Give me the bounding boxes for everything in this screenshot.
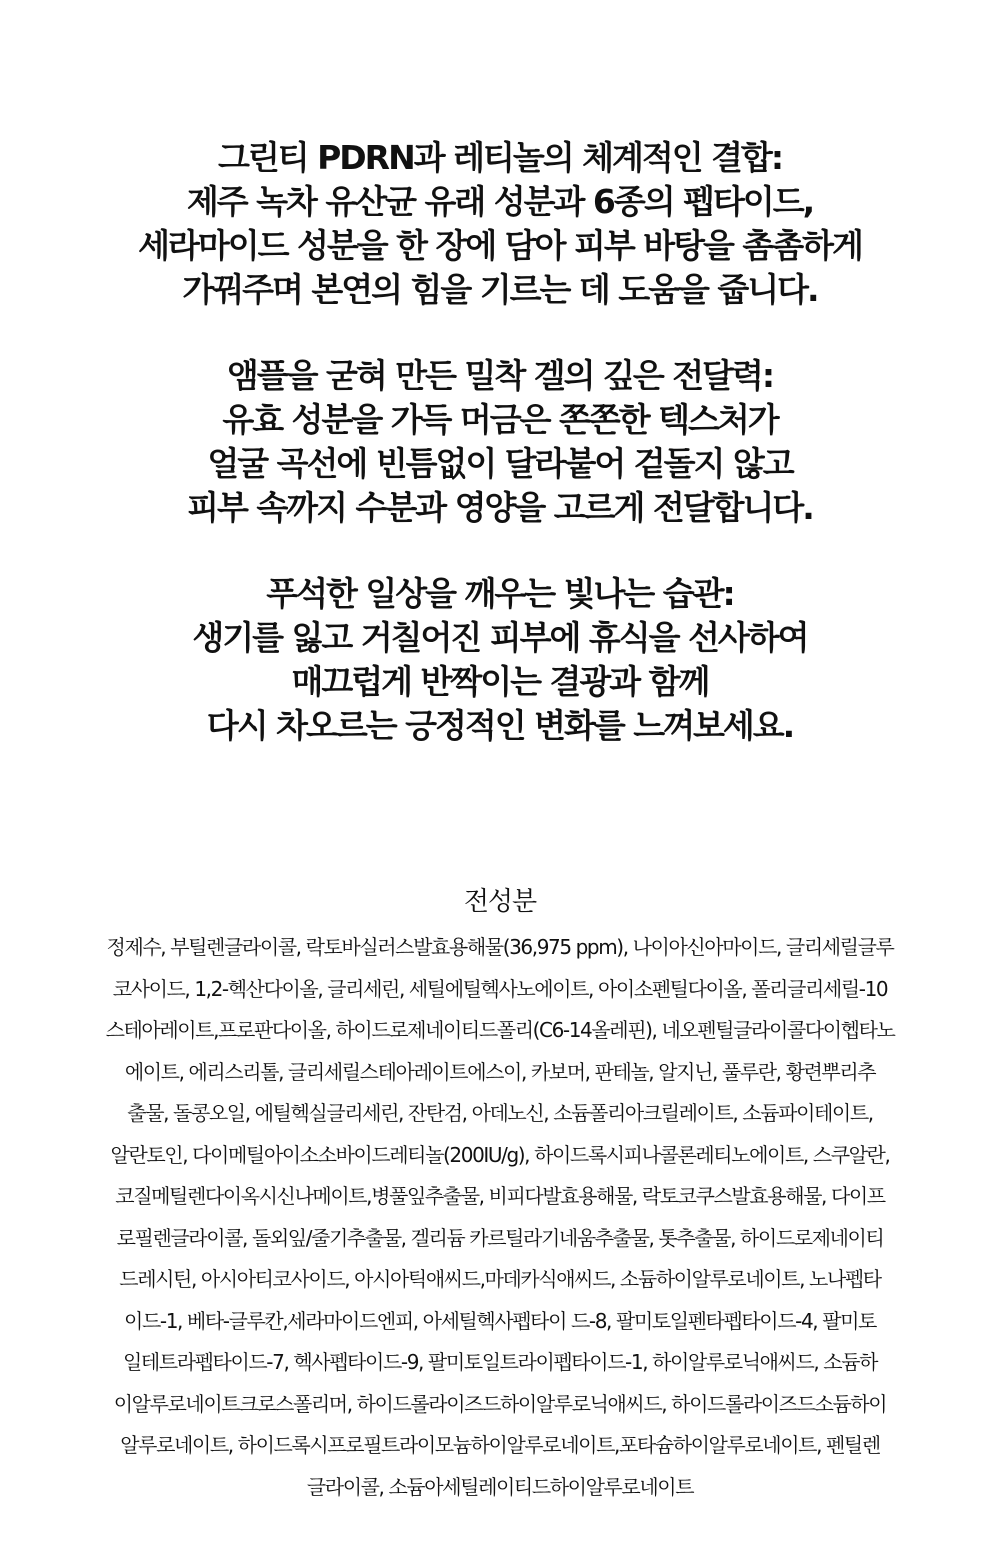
description-paragraph-3 (0, 572, 1000, 748)
paragraph-line: 피부 속까지 수분과 영양을 고르게 전달합니다. (187, 488, 813, 527)
ingredients-section (40, 880, 960, 1508)
paragraph-heading: 그린티 PDRN과 레티놀의 체계적인 결합: (217, 138, 783, 177)
paragraph-heading: 푸석한 일상을 깨우는 빛나는 습관: (266, 574, 734, 613)
ingredients-title: 전성분 (463, 887, 537, 917)
description-paragraph-1 (0, 136, 1000, 312)
ingredients-line: 정제수, 부틸렌글라이콜, 락토바실러스발효용해물(36,975 ppm), 나이아신아마이드, 글리세릴글루 (106, 935, 894, 959)
paragraph-line: 얼굴 곡선에 빈틈없이 달라붙어 겉돌지 않고 (207, 444, 793, 483)
ingredients-line: 이알루로네이트크로스폴리머, 하이드롤라이즈드하이알루로닉애씨드, 하이드롤라이즈드소듐하이 (113, 1391, 887, 1416)
ingredients-line: 출물, 돌콩오일, 에틸헥실글리세린, 잔탄검, 아데노신, 소듐폴리아크릴레이트, 소듐파이테이트, (127, 1101, 873, 1125)
ingredients-line: 에이트, 에리스리톨, 글리세릴스테아레이트에스이, 카보머, 판테놀, 알지닌, 풀루란, 황련뿌리추 (124, 1059, 876, 1084)
paragraph-line: 유효 성분을 가득 머금은 쫀쫀한 텍스처가 (222, 400, 778, 439)
ingredients-line: 알루로네이트, 하이드록시프로필트라이모늄하이알루로네이트,포타슘하이알루로네이트, 펜틸렌 (120, 1433, 880, 1457)
paragraph-line: 매끄럽게 반짝이는 결광과 함께 (291, 662, 709, 701)
paragraph-heading: 앰플을 굳혀 만든 밀착 겔의 깊은 전달력: (226, 356, 774, 395)
paragraph-line: 제주 녹차 유산균 유래 성분과 6종의 펩타이드, (186, 182, 814, 221)
ingredients-line: 로필렌글라이콜, 돌외잎/줄기추출물, 겔리듐 카르틸라기네움추출물, 톳추출물, 하이드로제네이티 (116, 1225, 884, 1250)
paragraph-line: 세라마이드 성분을 한 장에 담아 피부 바탕을 촘촘하게 (138, 226, 862, 265)
product-description (0, 136, 1000, 790)
ingredients-line: 스테아레이트,프로판다이올, 하이드로제네이티드폴리(C6-14올레핀), 네오펜틸글라이콜다이헵타노 (105, 1018, 895, 1042)
paragraph-line: 다시 차오르는 긍정적인 변화를 느껴보세요. (206, 706, 794, 745)
paragraph-line: 생기를 잃고 거칠어진 피부에 휴식을 선사하여 (192, 618, 808, 657)
ingredients-line: 글라이콜, 소듐아세틸레이티드하이알루로네이트 (306, 1474, 694, 1499)
ingredients-line: 드레시틴, 아시아티코사이드, 아시아틱애씨드,마데카식애씨드, 소듐하이알루로네이트, 노나펩타 (119, 1267, 881, 1291)
ingredients-line: 알란토인, 다이메틸아이소소바이드레티놀(200IU/g), 하이드록시피나콜론레티노에이트, 스쿠알란, (110, 1142, 890, 1167)
ingredients-line: 이드-1, 베타-글루칸,세라마이드엔피, 아세틸헥사펩타이 드-8, 팔미토일펜타펩타이드-4, 팔미토 (124, 1308, 876, 1333)
ingredients-line: 코질메틸렌다이옥시신나메이트,병풀잎추출물, 비피다발효용해물, 락토코쿠스발효용해물, 다이프 (115, 1184, 885, 1208)
ingredients-line: 코사이드, 1,2-헥산다이올, 글리세린, 세틸에틸헥사노에이트, 아이소펜틸다이올, 폴리글리세릴-10 (112, 976, 888, 1001)
description-paragraph-2 (0, 354, 1000, 530)
paragraph-line: 가꿔주며 본연의 힘을 기르는 데 도움을 줍니다. (182, 270, 818, 309)
ingredients-line: 일테트라펩타이드-7, 헥사펩타이드-9, 팔미토일트라이펩타이드-1, 하이알루로닉애씨드, 소듐하 (122, 1350, 878, 1374)
